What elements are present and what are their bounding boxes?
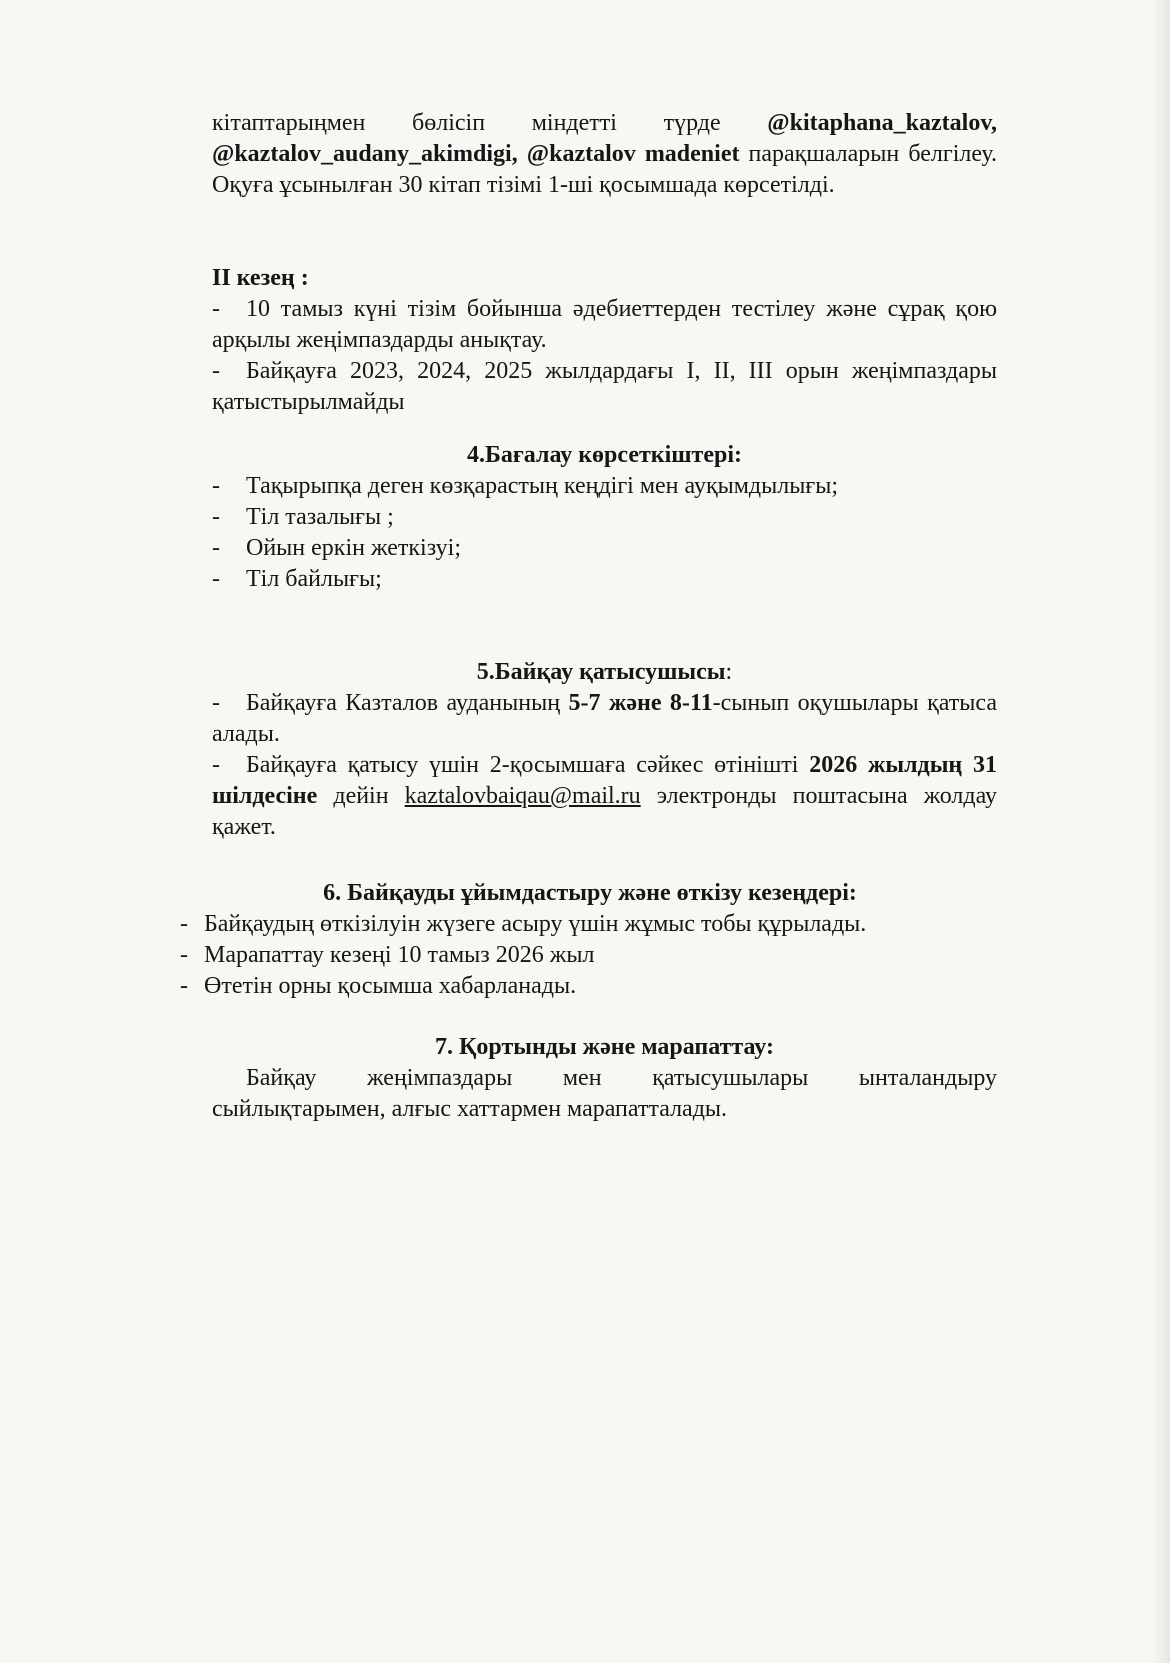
stage2-item-1: - 10 тамыз күні тізім бойынша әдебиеттерден тестілеу және сұрақ қою арқылы жеңімпаздарды анықтау. bbox=[212, 296, 997, 353]
email-link[interactable]: kaztalovbaiqau@mail.ru bbox=[404, 783, 641, 809]
sec4-item-3: - Ойын еркін жеткізуі; bbox=[212, 535, 462, 561]
stage2-item-2: - Байқауға 2023, 2024, 2025 жылдардағы I, II, III орын жеңімпаздары қатыстырылмайды bbox=[212, 358, 997, 415]
intro-paragraph bbox=[212, 108, 997, 201]
sec5-item-1: - Байқауға Казталов ауданының 5-7 және 8-11-сынып оқушылары қатыса алады. bbox=[212, 690, 997, 747]
sec5-item-2: - Байқауға қатысу үшін 2-қосымшаға сәйкес өтінішті 2026 жылдың 31 шілдесіне дейін kaztalovbaiqau@mail.ru электронды поштасына жолдау қажет. bbox=[212, 752, 998, 840]
stage2-heading: II кезең : bbox=[212, 265, 309, 291]
sec4-item-4: - Тіл байлығы; bbox=[212, 566, 382, 592]
sec4-item-2: - Тіл тазалығы ; bbox=[212, 504, 394, 530]
intro-text-1: кітаптарыңмен бөлісіп міндетті түрде bbox=[212, 110, 768, 136]
intro-handles: @kaztalov_audany_akimdigi, @kaztalov madeniet bbox=[212, 141, 740, 167]
sec6-item-2: - Марапаттау кезеңі 10 тамыз 2026 жыл bbox=[180, 942, 595, 968]
sec7-paragraph: Байқау жеңімпаздары мен қатысушылары ынталандыру сыйлықтарымен, алғыс хаттармен марапатталады. bbox=[212, 1065, 997, 1122]
intro-text-2: парақшаларын белгілеу. Оқуға ұсынылған 30 кітап тізімі 1-ші қосымшада көрсетілді. bbox=[212, 141, 997, 198]
sec6-item-3: - Өтетін орны қосымша хабарланады. bbox=[180, 973, 577, 999]
sec5-heading: 5.Байқау қатысушысы: bbox=[476, 659, 733, 685]
sec7-heading: 7. Қортынды және марапаттау: bbox=[435, 1034, 774, 1060]
intro-handle-kitaphana: @kitaphana_kaztalov, bbox=[767, 110, 997, 136]
page-edge-shadow bbox=[1152, 0, 1170, 1663]
sec6-item-1: - Байқаудың өткізілуін жүзеге асыру үшін жұмыс тобы құрылады. bbox=[180, 911, 867, 937]
sec4-item-1: - Тақырыпқа деген көзқарастың кеңдігі мен ауқымдылығы; bbox=[212, 473, 838, 499]
sec4-heading: 4.Бағалау көрсеткіштері: bbox=[467, 442, 742, 468]
sec6-heading: 6. Байқауды ұйымдастыру және өткізу кезеңдері: bbox=[323, 880, 857, 906]
